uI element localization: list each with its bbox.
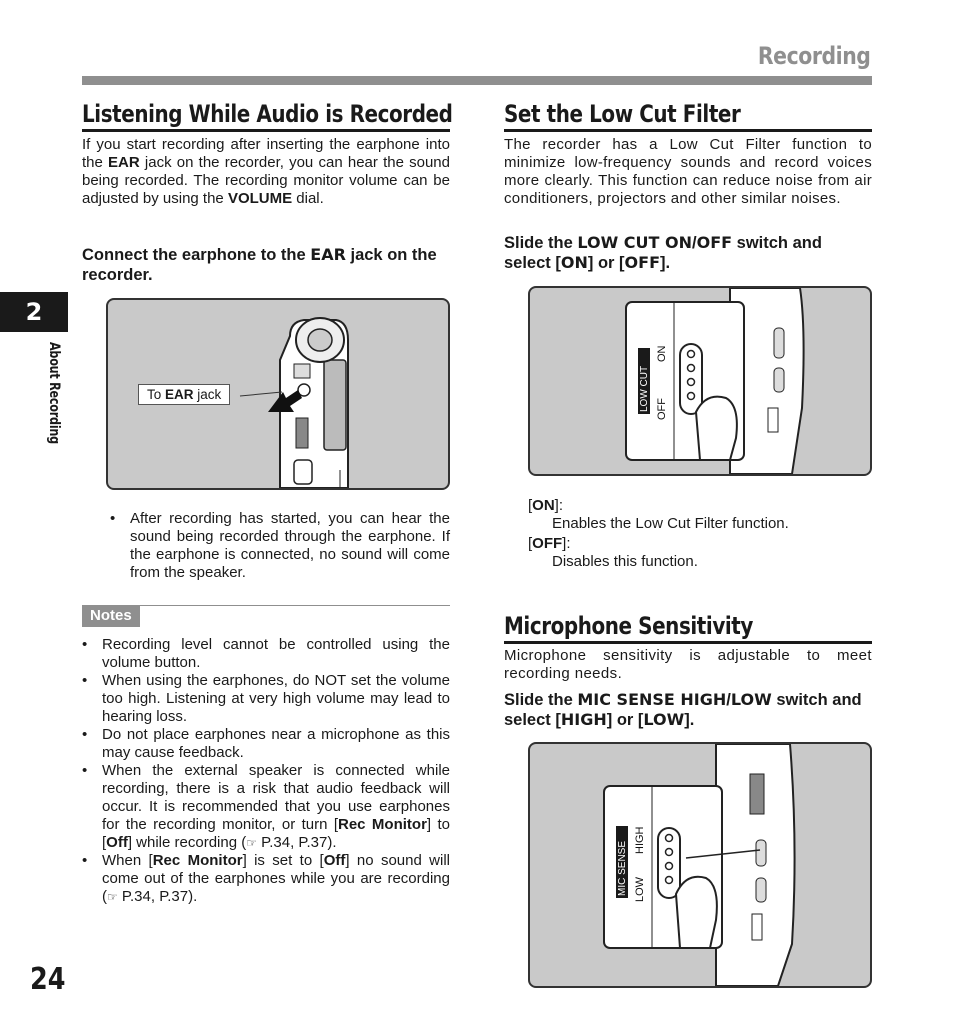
instruction-text: switch and select [	[504, 234, 822, 272]
heading-rule	[82, 129, 450, 132]
note-text: ] to [	[102, 816, 450, 851]
heading-listening: Listening While Audio is Recorded	[82, 100, 453, 128]
note-keyword: Off	[106, 834, 128, 851]
note-keyword: Rec Monitor	[152, 852, 243, 869]
ear-keyword: EAR	[108, 154, 140, 171]
instruction-keyword: ON	[560, 253, 588, 272]
instruction-text: /	[692, 234, 697, 252]
instruction-text: /	[726, 691, 731, 709]
low-cut-definitions	[528, 497, 868, 571]
reference-icon: ☞	[246, 836, 257, 850]
instruction-keyword: MIC SENSE HIGH	[577, 690, 727, 709]
heading-rule	[504, 129, 872, 132]
note-keyword: Off	[323, 852, 346, 869]
page-number: 24	[30, 962, 66, 997]
instruction-text: ] or [	[606, 711, 644, 729]
instruction-text: ].	[684, 711, 695, 729]
list-item	[82, 762, 450, 852]
note-text: ] no sound will come out of the earphones while you are recording (	[102, 852, 450, 905]
bracket: ]:	[562, 535, 571, 552]
note-text: When the external speaker is connected while recording, there is a risk that audio feedback will occur. It is recommended that you use earphones for the recording monitor, or turn [	[102, 762, 450, 833]
low-cut-switch-label: LOW CUT	[639, 365, 650, 412]
list-item: • When using the earphones, do NOT set the volume too high. Listening at very high volume may lead to hearing loss.	[82, 672, 450, 726]
mic-sense-switch-illustration	[530, 744, 870, 986]
bracket: [	[528, 535, 533, 552]
list-item: • Recording level cannot be controlled using the volume button.	[82, 636, 450, 672]
note-text: When [	[102, 852, 153, 869]
term-keyword: OFF	[532, 535, 563, 552]
callout-text: To	[147, 387, 166, 402]
listening-intro	[82, 136, 450, 208]
instruction-text: jack on the recorder.	[82, 246, 437, 284]
notes-list	[82, 636, 450, 906]
note-text: ] is set to [	[242, 852, 324, 869]
switch-high-label: HIGH	[634, 826, 646, 854]
mic-sense-figure	[528, 742, 872, 988]
instruction-text: Connect the earphone to the	[82, 246, 311, 264]
chapter-label	[44, 342, 64, 502]
low-cut-intro: The recorder has a Low Cut Filter function to minimize low-frequency sounds and record voices more clearly. This function can reduce noise from air conditioners, projectors and other similar noises.	[504, 136, 872, 207]
term-keyword: ON	[532, 497, 555, 514]
definition-term-off	[528, 535, 868, 553]
mic-instruction	[504, 690, 872, 730]
instruction-keyword: LOW	[643, 710, 685, 729]
instruction-text: ].	[660, 254, 671, 272]
list-item	[82, 852, 450, 906]
bracket: ]:	[554, 497, 564, 514]
switch-on-label: ON	[656, 345, 668, 362]
low-cut-instruction	[504, 233, 872, 273]
list-item: • Do not place earphones near a microphone as this may cause feedback.	[82, 726, 450, 762]
instruction-keyword: LOW	[730, 690, 772, 709]
listening-bullets	[110, 510, 450, 582]
low-cut-figure	[528, 286, 872, 476]
ear-jack-callout	[138, 384, 230, 405]
intro-text: jack on the recorder, you can hear the sound being recorded. The recording monitor volume can be adjusted by using the	[82, 154, 450, 207]
instruction-keyword: LOW CUT ON	[577, 233, 693, 252]
instruction-text: switch and select [	[504, 691, 862, 729]
volume-keyword: VOLUME	[227, 190, 293, 207]
instruction-keyword: OFF	[696, 233, 733, 252]
note-text: P.34, P.37).	[117, 888, 198, 905]
note-text: ] while recording (	[127, 834, 247, 851]
chapter-label-text: About Recording	[46, 342, 62, 444]
callout-keyword: EAR	[165, 387, 194, 402]
reference-icon: ☞	[107, 890, 118, 904]
instruction-text: Slide the	[504, 234, 578, 252]
earphone-figure	[106, 298, 450, 490]
instruction-text: Slide the	[504, 691, 578, 709]
instruction-text: ] or [	[587, 254, 625, 272]
bracket: [	[528, 497, 533, 514]
note-keyword: Rec Monitor	[338, 816, 427, 833]
instruction-keyword: HIGH	[560, 710, 607, 729]
earphone-instruction	[82, 245, 450, 285]
low-cut-switch-illustration	[530, 288, 870, 474]
intro-text: If you start recording after inserting the earphone into the	[82, 136, 450, 171]
heading-low-cut: Set the Low Cut Filter	[504, 100, 741, 128]
notes-rule	[82, 605, 450, 606]
intro-text: dial.	[292, 190, 324, 207]
note-text: P.34, P.37).	[257, 834, 337, 851]
switch-low-label: LOW	[634, 876, 646, 902]
notes-label: Notes	[82, 605, 140, 627]
header-bar	[82, 76, 872, 85]
switch-off-label: OFF	[656, 398, 668, 420]
heading-rule	[504, 641, 872, 644]
ear-keyword: EAR	[310, 245, 346, 264]
chapter-number-tab: 2	[0, 292, 68, 332]
section-title: Recording	[757, 42, 870, 70]
definition-desc-off: Disables this function.	[552, 553, 698, 570]
callout-text: jack	[193, 387, 222, 402]
definition-term-on	[528, 497, 868, 515]
instruction-keyword: OFF	[624, 253, 661, 272]
heading-mic-sensitivity: Microphone Sensitivity	[504, 612, 753, 640]
mic-intro: Microphone sensitivity is adjustable to meet recording needs.	[504, 647, 872, 682]
definition-desc-on: Enables the Low Cut Filter function.	[552, 515, 789, 532]
list-item: • After recording has started, you can hear the sound being recorded through the earphone. If the earphone is connected, no sound will come from the speaker.	[110, 510, 450, 582]
mic-sense-switch-label: MIC SENSE	[617, 840, 628, 896]
